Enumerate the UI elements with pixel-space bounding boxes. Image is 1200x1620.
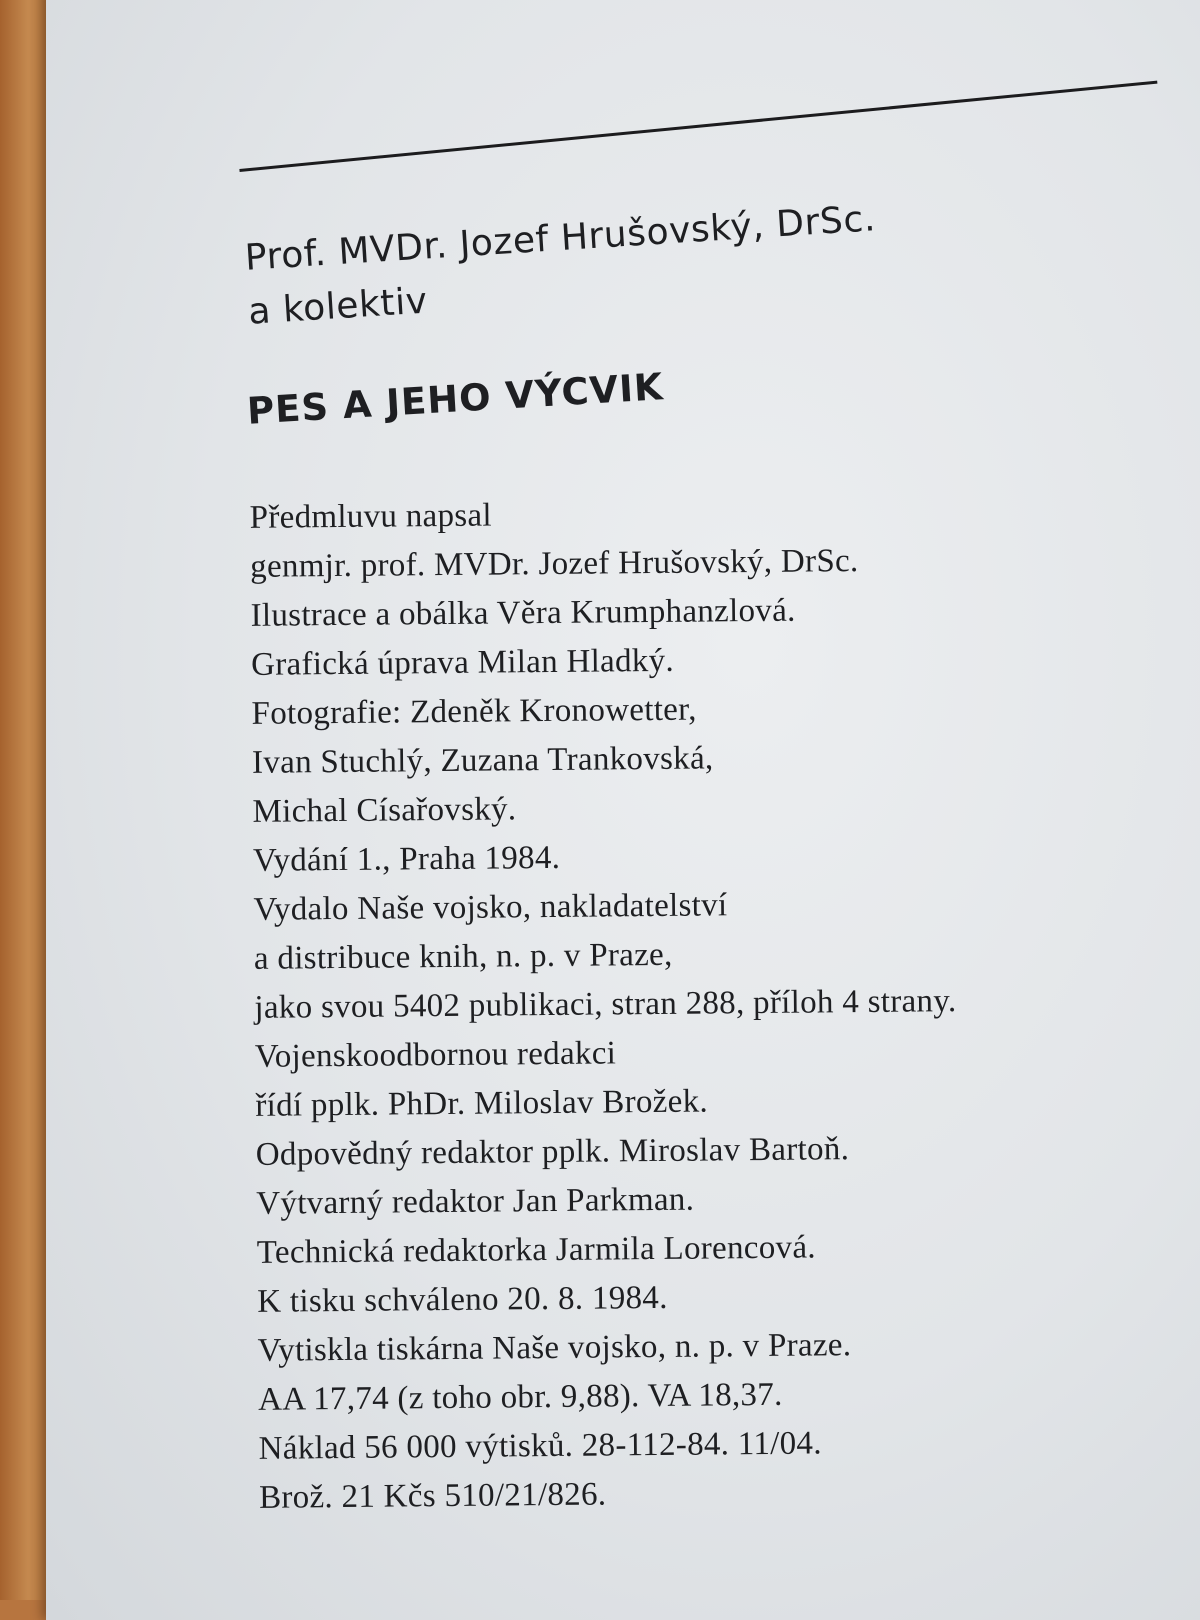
imprint-line: Předmluvu napsal (249, 497, 493, 536)
author-name: Prof. MVDr. Jozef Hrušovský, DrSc. (243, 198, 878, 279)
imprint-block (249, 485, 1179, 1523)
imprint-line: Ilustrace a obálka Věra Krumphanzlová. (250, 592, 796, 634)
author-block (243, 175, 1148, 339)
imprint-line: genmjr. prof. MVDr. Jozef Hrušovský, DrSc. (250, 543, 859, 585)
imprint-line: K tisku schváleno 20. 8. 1984. (257, 1279, 668, 1320)
horizontal-rule (239, 81, 1157, 172)
imprint-line: a distribuce knih, n. p. v Praze, (253, 936, 673, 977)
coauthor-label: a kolektiv (247, 280, 429, 333)
imprint-line: Ivan Stuchlý, Zuzana Trankovská, (251, 740, 714, 781)
imprint-line: Náklad 56 000 výtisků. 28-112-84. 11/04. (258, 1425, 822, 1467)
imprint-line: Michal Císařovský. (252, 791, 517, 830)
imprint-line: Výtvarný redaktor Jan Parkman. (256, 1181, 695, 1222)
imprint-line: Vydalo Naše vojsko, nakladatelství (253, 887, 728, 928)
imprint-line: Brož. 21 Kčs 510/21/826. (258, 1476, 607, 1516)
imprint-line: Odpovědný redaktor pplk. Miroslav Bartoň. (255, 1131, 850, 1173)
imprint-line: Vojenskoodbornou redakci (254, 1035, 617, 1075)
imprint-line: AA 17,74 (z toho obr. 9,88). VA 18,37. (257, 1376, 783, 1418)
imprint-line: jako svou 5402 publikaci, stran 288, příloh 4 strany. (254, 983, 957, 1026)
imprint-line: řídí pplk. PhDr. Miloslav Brožek. (255, 1083, 709, 1124)
imprint-line: Grafická úprava Milan Hladký. (250, 642, 675, 683)
imprint-line: Technická redaktorka Jarmila Lorencová. (256, 1229, 817, 1271)
book-title: PES A JEHO VÝCVIK (245, 365, 665, 433)
imprint-line: Fotografie: Zdeněk Kronowetter, (251, 691, 697, 732)
imprint-line: Vydání 1., Praha 1984. (252, 839, 561, 879)
imprint-line: Vytiskla tiskárna Naše vojsko, n. p. v Praze. (257, 1327, 852, 1369)
